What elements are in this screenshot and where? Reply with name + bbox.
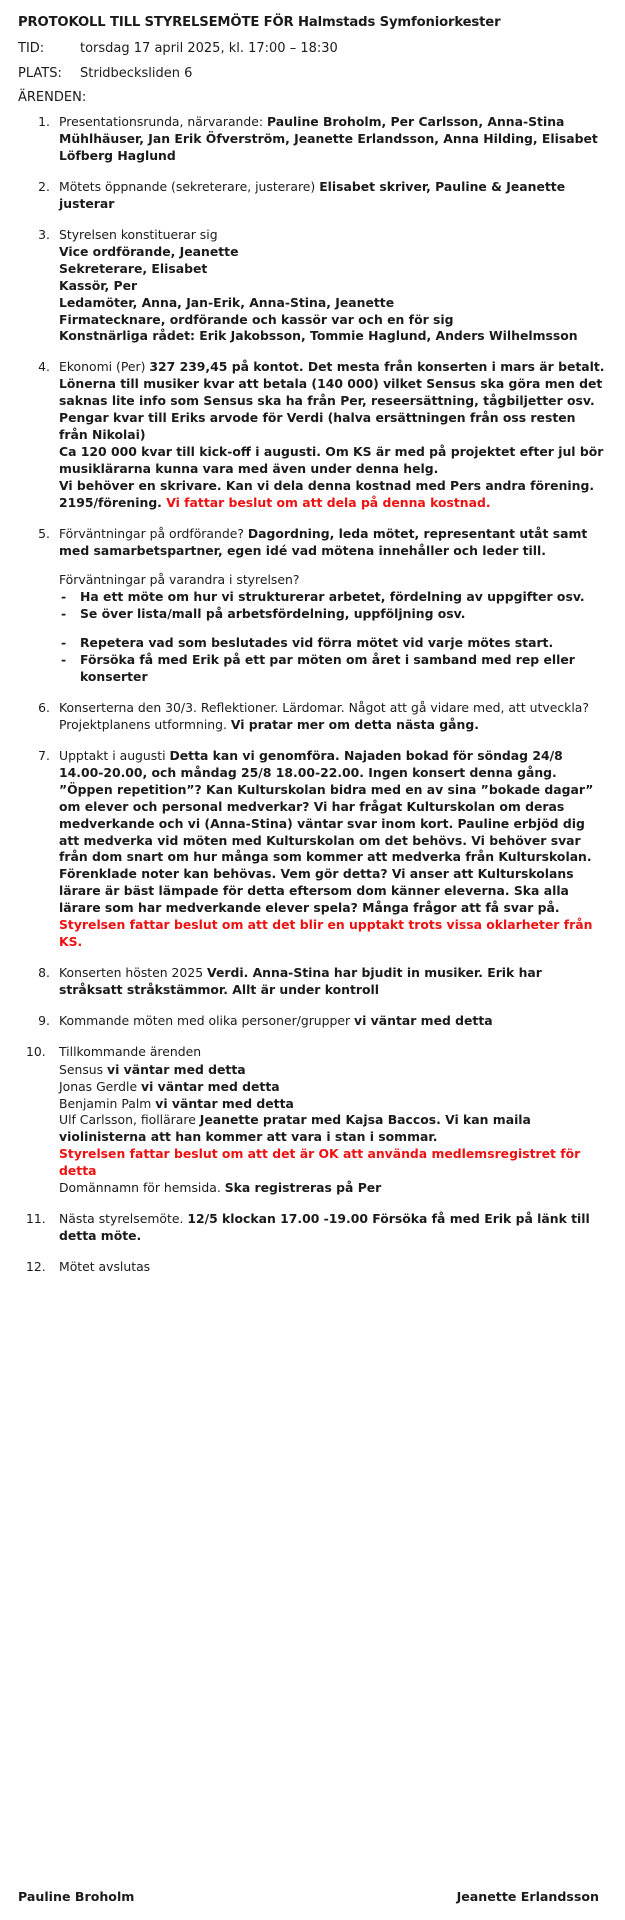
section-heading-arenden: ÄRENDEN: [18, 90, 87, 106]
dash-list-item [59, 635, 607, 652]
agenda-item-bold-text: 327 239,45 på kontot. Det mesta från konserten i mars är betalt. Lönerna till musiker kvar att betala (140 000) vilket Sensus ska göra men det saknas lite info som Sensus ska ha från Per, reseersättning, tågbiljetter osv. [59, 359, 605, 409]
agenda-subline-decision-text: Styrelsen fattar beslut om att det är OK att använda medlemsregistret för detta [59, 1146, 581, 1179]
agenda-item-number: 9. [38, 1012, 50, 1028]
agenda-item-bold-text: vi väntar med detta [354, 1012, 493, 1028]
agenda-subline [59, 1096, 607, 1113]
dash-bullet-icon: - [61, 606, 67, 622]
agenda-item [18, 1013, 607, 1030]
agenda-item [18, 227, 607, 345]
agenda-item-decision-text: Vi fattar beslut om att dela på denna kostnad. [166, 494, 491, 510]
agenda-item-body [59, 114, 598, 163]
agenda-item [18, 179, 607, 213]
agenda-item-number: 11. [26, 1211, 46, 1227]
dash-list-item [59, 589, 607, 606]
signature-right: Jeanette Erlandsson [456, 1889, 599, 1904]
agenda-item [18, 965, 607, 999]
agenda-item-number: 4. [38, 359, 50, 375]
agenda-item [18, 700, 607, 734]
agenda-subline-plain: Ulf Carlsson, fiollärare [59, 1112, 200, 1128]
agenda-item [18, 359, 607, 511]
dash-list-item-text: Försöka få med Erik på ett par möten om året i samband med rep eller konserter [80, 652, 575, 685]
agenda-item-body [59, 1211, 590, 1243]
agenda-item-bold-text: Elisabet skriver, Pauline & Jeanette justerar [59, 179, 566, 212]
dash-bullet-icon: - [61, 652, 67, 668]
agenda-item-bold-line: Kassör, Per [59, 277, 138, 293]
dash-bullet-icon: - [61, 589, 67, 605]
agenda-subline-plain: Jonas Gerdle [59, 1078, 142, 1094]
agenda-item-lead: Styrelsen konstituerar sig [59, 226, 218, 242]
agenda-item-body [59, 1044, 607, 1197]
agenda-item-sublines [59, 1062, 607, 1197]
agenda-item-body [59, 748, 593, 949]
agenda-subline-plain: Benjamin Palm [59, 1095, 156, 1111]
agenda-item-number: 7. [38, 747, 50, 763]
agenda-item-bold-line: Konstnärliga rådet: Erik Jakobsson, Tommie Haglund, Anders Wilhelmsson [59, 328, 578, 344]
agenda-item [18, 114, 607, 165]
agenda-item-bold-text: Pauline Broholm, Per Carlsson, Anna-Stina Mühlhäuser, Jan Erik Öfverström, Jeanette Erlandsson, Anna Hilding, Elisabet Löfberg Haglund [59, 114, 598, 164]
agenda-item-number: 2. [38, 179, 50, 195]
agenda-item-bold-line: Sekreterare, Elisabet [59, 260, 208, 276]
agenda-subline-plain: Sensus [59, 1061, 108, 1077]
agenda-item-number: 1. [38, 114, 50, 130]
agenda-item-number: 5. [38, 525, 50, 541]
agenda-item-bold-line: Pengar kvar till Eriks arvode för Verdi (halva ersättningen från oss resten från Nikolai) [59, 410, 576, 443]
agenda-item [18, 1211, 607, 1245]
agenda-subline-bold: Ska registreras på Per [224, 1180, 382, 1196]
agenda-item-bold-text: Dagordning, leda mötet, representant utåt samt med samarbetspartner, egen idé vad mötena innehåller och leder till. [59, 525, 588, 558]
meta-row-plats [18, 65, 607, 83]
agenda-subline [59, 1062, 607, 1079]
agenda-item-number: 12. [26, 1258, 46, 1274]
agenda-item-bold-text: 12/5 klockan 17.00 -19.00 Försöka få med Erik på länk till detta möte. [59, 1211, 590, 1243]
agenda-item-bold-tail-text: Vi behöver en skrivare. Kan vi dela denna kostnad med Pers andra förening. 2195/förening. [59, 477, 595, 510]
agenda-item-number: 10. [26, 1043, 46, 1059]
meta-label-plats: PLATS: [18, 65, 62, 81]
agenda-item-number: 6. [38, 700, 50, 716]
agenda-item-number: 8. [38, 964, 50, 980]
agenda-item-bold-text: Vi pratar mer om detta nästa gång. [230, 716, 479, 732]
agenda-item-body [59, 965, 542, 997]
agenda-item-body [59, 1013, 493, 1028]
agenda-subline [59, 1146, 607, 1180]
agenda-item [18, 1044, 607, 1197]
agenda-item-lead: Förväntningar på ordförande? [59, 525, 248, 541]
agenda-subline-plain: Domännamn för hemsida. [59, 1180, 225, 1196]
agenda-item-bold-line: Vice ordförande, Jeanette [59, 243, 239, 259]
agenda-item-lead: Upptakt i augusti [59, 747, 170, 763]
dash-bullet-icon: - [61, 635, 67, 651]
agenda-subline-bold: vi väntar med detta [155, 1095, 294, 1111]
meta-label-tid: TID: [18, 41, 45, 57]
agenda-item-body [59, 526, 607, 686]
dash-list-item-text: Repetera vad som beslutades vid förra mötet vid varje mötes start. [80, 635, 554, 651]
agenda-subline [59, 1079, 607, 1096]
agenda-item-bold-text: Verdi. Anna-Stina har bjudit in musiker. Erik har stråksatt stråkstämmor. Allt är under kontroll [59, 964, 542, 997]
agenda-subline-bold: vi väntar med detta [141, 1078, 280, 1094]
agenda-item-lead: Tillkommande ärenden [59, 1043, 202, 1059]
agenda-item [18, 526, 607, 686]
agenda-item [18, 1259, 607, 1276]
dash-list-item [59, 606, 607, 623]
agenda-item-bold-line: Ca 120 000 kvar till kick-off i augusti. Om KS är med på projektet efter jul bör musiklärarna kunna vara med även under denna helg. [59, 444, 604, 476]
agenda-item-body [59, 1259, 150, 1274]
agenda-item-body [59, 700, 589, 732]
agenda-item-bold-tail [59, 478, 607, 512]
agenda-item-bold-line: Ledamöter, Anna, Jan-Erik, Anna-Stina, Jeanette [59, 294, 395, 310]
agenda-subline-bold: Jeanette pratar med Kajsa Baccos. Vi kan maila violinisterna att han kommer att vara i stan i sommar. [59, 1112, 531, 1145]
agenda-item-lead: Presentationsrunda, närvarande: [59, 114, 268, 130]
agenda-items-list [18, 114, 607, 1275]
signature-left: Pauline Broholm [18, 1889, 135, 1904]
meta-value-tid: torsdag 17 april 2025, kl. 17:00 – 18:30 [80, 41, 338, 57]
page-title: PROTOKOLL TILL STYRELSEMÖTE FÖR Halmstads Symfoniorkester [18, 15, 501, 30]
agenda-item-body [59, 179, 565, 211]
agenda-item-lead: Ekonomi (Per) [59, 359, 150, 375]
agenda-item-subquestion: Förväntningar på varandra i styrelsen? [59, 571, 300, 587]
agenda-subline [59, 1180, 607, 1197]
agenda-item-lead: Konserten hösten 2025 [59, 964, 208, 980]
agenda-item-lead: Konserterna den 30/3. Reflektioner. Lärdomar. Något att gå vidare med, att utveckla? Projektplanens utformning. [59, 700, 589, 732]
agenda-subline-bold: vi väntar med detta [107, 1061, 246, 1077]
meta-value-plats: Stridbecksliden 6 [80, 65, 193, 81]
agenda-subline [59, 1112, 607, 1146]
agenda-item-dash-list [59, 589, 607, 686]
agenda-item-number: 3. [38, 226, 50, 242]
agenda-item-bold-text: Detta kan vi genomföra. Najaden bokad för söndag 24/8 14.00-20.00, och måndag 25/8 18.00-22.00. Ingen konsert denna gång. ”Öppen repetition”? Kan Kulturskolan bidra med en av sina ”bokade dagar” om elever och personal medverkar? Vi har frågat Kulturskolan om deras medverkande och vi (Anna-Stina) väntar svar inom kort. Pauline erbjöd dig att medverka vid möten med Kulturskolan om det behövs. Vi behöver svar från dom snart om hur många som kommer att medverka från Kulturskolan. Förenklade noter kan behövas. Vem gör detta? Vi anser att Kulturskolans lärare är bäst lämpade för detta eftersom dom känner eleverna. Ska alla lärare som har medverkande elever spela? Många frågor att få svar på. [59, 747, 594, 916]
dash-list-item-text: Ha ett möte om hur vi strukturerar arbetet, fördelning av uppgifter osv. [80, 589, 585, 605]
agenda-item-body [59, 359, 607, 511]
agenda-item-lead: Mötet avslutas [59, 1258, 151, 1274]
dash-list-item-text: Se över lista/mall på arbetsfördelning, uppföljning osv. [80, 606, 466, 622]
agenda-item-lead: Kommande möten med olika personer/grupper [59, 1012, 355, 1028]
agenda-item-bold-line: Firmatecknare, ordförande och kassör var och en för sig [59, 311, 454, 327]
dash-list-item [59, 652, 607, 686]
agenda-item-lead: Mötets öppnande (sekreterare, justerare) [59, 179, 320, 195]
agenda-item-body [59, 227, 607, 345]
agenda-item-lead: Nästa styrelsemöte. [59, 1211, 188, 1227]
agenda-item [18, 748, 607, 951]
meta-row-tid [18, 40, 607, 58]
signature-row [18, 1889, 607, 1904]
agenda-item-decision-text: Styrelsen fattar beslut om att det blir en upptakt trots vissa oklarheter från KS. [59, 917, 593, 950]
